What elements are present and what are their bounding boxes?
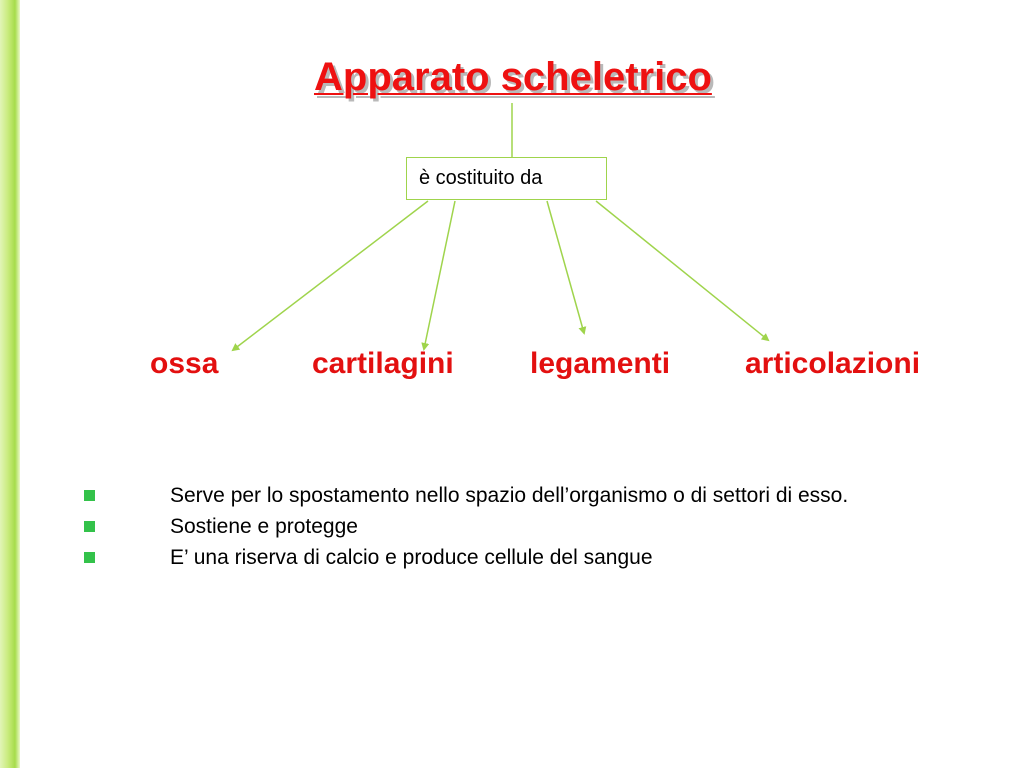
bullet-text: E’ una riserva di calcio e produce cellule del sangue [170,546,653,569]
relation-label: è costituito da [419,167,543,189]
square-bullet-icon [84,521,95,532]
node-legamenti: legamenti [530,347,671,380]
square-bullet-icon [84,490,95,501]
bullet-item [80,542,960,573]
slide-title: Apparato scheletrico [314,55,712,99]
arrow-to-legamenti [547,201,584,333]
relation-box [406,157,607,200]
bullet-list [80,480,960,573]
arrow-to-ossa [233,201,428,350]
arrow-to-articolazioni [596,201,768,340]
arrow-to-cartilagini [424,201,455,349]
bullet-text: Sostiene e protegge [170,515,358,538]
node-articolazioni: articolazioni [745,347,921,380]
bullet-item [80,480,960,511]
square-bullet-icon [84,552,95,563]
node-cartilagini: cartilagini [312,347,454,380]
bullet-text: Serve per lo spostamento nello spazio dell’organismo o di settori di esso. [170,484,849,507]
node-ossa: ossa [150,347,219,380]
bullet-item [80,511,960,542]
